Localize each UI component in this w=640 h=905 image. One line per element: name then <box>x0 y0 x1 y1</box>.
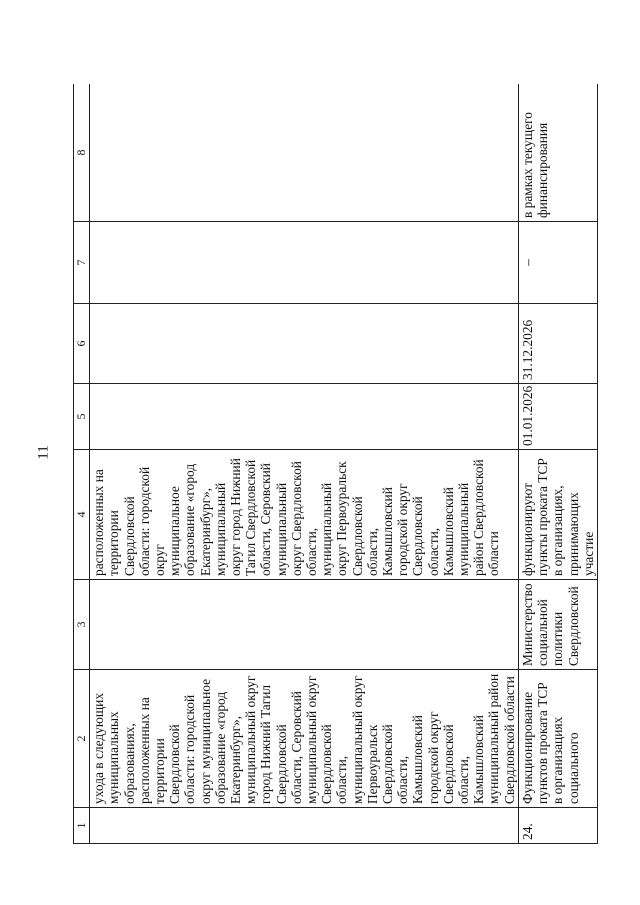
cell-executor: Министерство социальной политики Свердловской <box>518 580 597 670</box>
table-row <box>90 84 519 844</box>
header-row <box>74 84 90 844</box>
header-cell: 4 <box>74 450 90 580</box>
header-cell: 3 <box>74 580 90 670</box>
cell-result: функционируют пункты проката ТСР в организациях, принимающих участие <box>518 450 597 580</box>
header-cell: 7 <box>74 222 90 304</box>
cell-number <box>90 808 519 844</box>
header-cell: 2 <box>74 670 90 808</box>
table-frame <box>73 84 631 844</box>
cell-name: Функционирование пунктов проката ТСР в организациях социального <box>518 670 597 808</box>
cell-start: 01.01.2026 <box>518 384 597 450</box>
cell-end: 31.12.2026 <box>518 304 597 384</box>
cell-start <box>90 384 519 450</box>
cell-result: расположенных на территории Свердловской области: городской округ муниципальное образование «город Екатеринбург», муниципальный округ город Нижний Тагил Свердловской области, Серовский муниципальный округ Свердловской области, муниципальный округ Первоуральск Свердловской области, Камышловский городской округ Свердловской области, Камышловский муниципальный район Свердловской области <box>90 450 519 580</box>
header-cell: 5 <box>74 384 90 450</box>
cell-end <box>90 304 519 384</box>
cell-name: ухода в следующих муниципальных образованиях, расположенных на территории Свердловской области: городской округ муниципальное образование «город Екатеринбург», муниципальный округ город Нижний Тагил Свердловской области, Серовский муниципальный округ Свердловской области, муниципальный округ Первоуральск Свердловской области, Камышловский городской округ Свердловской области, Камышловский муниципальный район Свердловской области <box>90 670 519 808</box>
page-number: 11 <box>35 445 52 460</box>
cell-cost <box>90 222 519 304</box>
cell-source: в рамках текущего финансирования <box>518 84 597 222</box>
plan-table <box>73 84 598 844</box>
cell-source <box>90 84 519 222</box>
header-cell: 1 <box>74 808 90 844</box>
header-cell: 8 <box>74 84 90 222</box>
header-cell: 6 <box>74 304 90 384</box>
cell-cost: – <box>518 222 597 304</box>
cell-number: 24. <box>518 808 597 844</box>
table-row <box>518 84 597 844</box>
cell-executor <box>90 580 519 670</box>
